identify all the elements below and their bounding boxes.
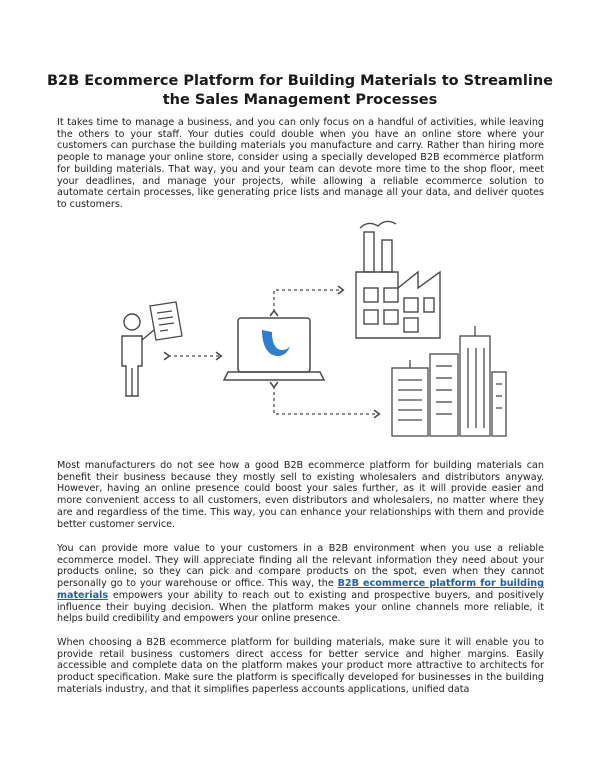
- ecommerce-illustration: [110, 218, 510, 438]
- factory-icon: [356, 221, 440, 338]
- document-icon: [150, 302, 182, 340]
- bottom-sync-arrow: [274, 386, 378, 414]
- page-title: B2B Ecommerce Platform for Building Materials to Streamline the Sales Management Processes: [47, 73, 553, 108]
- platform-link[interactable]: B2B ecommerce platform for building materials: [57, 578, 544, 601]
- logo-icon: [262, 330, 290, 356]
- buildings-icon: [392, 326, 506, 436]
- paragraph-intro: It takes time to manage a business, and you can only focus on a handful of activities, while leaving the others to your staff. Your duties could double when you have an online store where your customers can purchase the building materials you manufacture and carry. Rather than hiring more people to manage your online store, consider using a specially developed B2B ecommerce platform for building materials. That way, you and your team can devote more time to the shop floor, meet your deadlines, and manage your projects, while allowing a reliable ecommerce solution to automate certain processes, like generating price lists and manage all your data, and deliver quotes to customers.: [57, 117, 544, 210]
- paragraph-value-start: You can provide more value to your customers in a B2B environment when you use a reliable ecommerce model. They will appreciate finding all the relevant information they need about your products online, so they can pick and compare products on the spot, even when they cannot personally go to your warehouse or office. This way, the: [57, 543, 544, 590]
- paragraph-value-end: empowers your ability to reach out to existing and prospective buyers, and positively influence their buying decision. When the platform makes your online channels more reliable, it helps build credibility and empowers your online presence.: [57, 589, 544, 625]
- person-icon: [122, 314, 154, 396]
- paragraph-value: [57, 543, 544, 625]
- paragraph-choosing: When choosing a B2B ecommerce platform for building materials, make sure it will enable you to provide retail business customers direct access for better service and higher margins. Easily accessible and complete data on the platform makes your product more attractive to architects for product specification. Make sure the platform is specifically developed for businesses in the building materials industry, and that it simplifies paperless accounts applications, unified data: [57, 637, 544, 695]
- paragraph-benefits: Most manufacturers do not see how a good B2B ecommerce platform for building materials can benefit their business because they mostly sell to existing wholesalers and distributors anyway. However, having an online presence could boost your sales further, as it will provide easier and more convenient access to all customers, even distributors and wholesalers, no matter where they are and regardless of the time. This way, you can enhance your relationships with them and provide better customer service.: [57, 460, 544, 530]
- top-sync-arrow: [274, 290, 342, 312]
